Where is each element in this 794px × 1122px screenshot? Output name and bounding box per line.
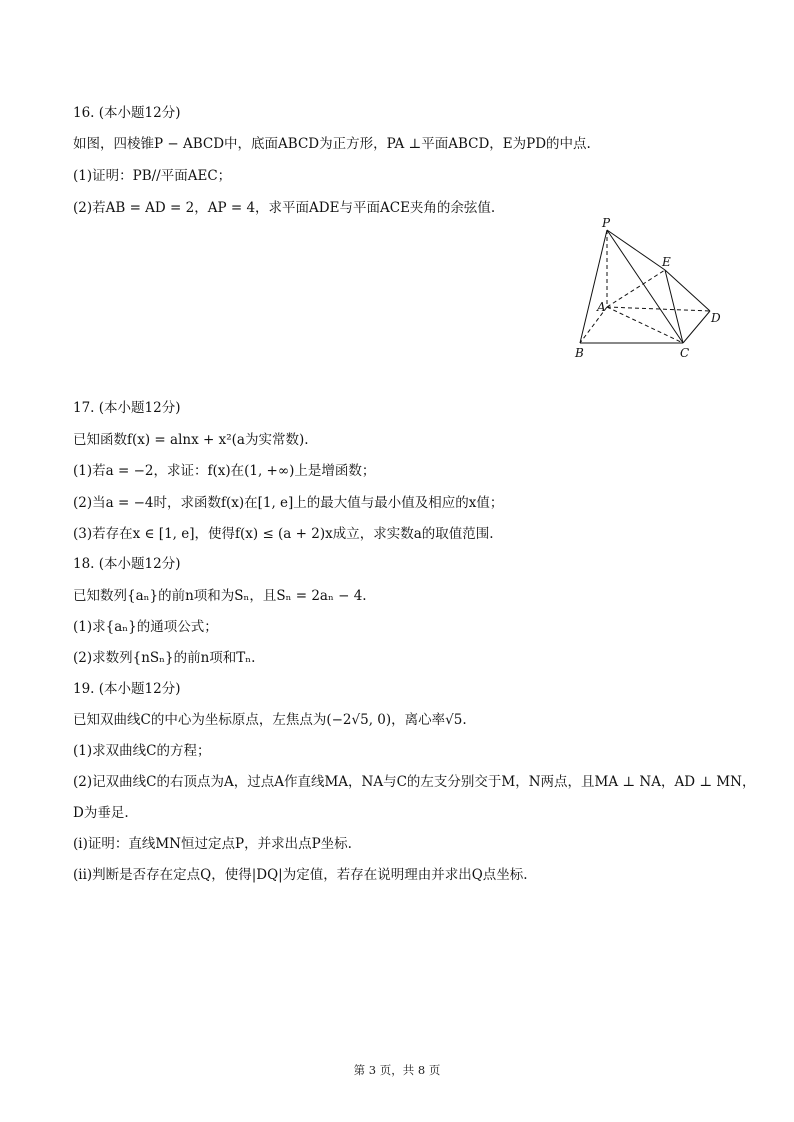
problem-18-part-2: (2)求数列{nSₙ}的前n项和Tₙ. <box>73 650 256 666</box>
problem-19-stem: 已知双曲线C的中心为坐标原点，左焦点为(−2√5, 0)，离心率√5. <box>73 712 467 728</box>
label-p: P <box>602 216 611 230</box>
page-footer: 第 3 页，共 8 页 <box>353 1063 441 1077</box>
problem-16-header: 16. (本小题12分) <box>73 105 181 121</box>
label-e: E <box>662 255 671 269</box>
problem-16-part-1: (1)证明：PB//平面AEC； <box>73 168 232 184</box>
problem-18-stem: 已知数列{aₙ}的前n项和为Sₙ，且Sₙ = 2aₙ − 4. <box>73 588 367 604</box>
problem-19-part-2: (2)记双曲线C的右顶点为A，过点A作直线MA，NA与C的左支分别交于M，N两点，且MA ⊥ NA，AD ⊥ MN， <box>73 774 756 790</box>
problem-19-part-2ii: (ii)判断是否存在定点Q，使得|DQ|为定值，若存在说明理由并求出Q点坐标. <box>73 867 528 883</box>
problem-18-part-1: (1)求{aₙ}的通项公式； <box>73 619 218 635</box>
problem-17-part-2: (2)当a = −4时，求函数f(x)在[1, e]上的最大值与最小值及相应的x值； <box>73 495 504 511</box>
label-b: B <box>575 346 584 360</box>
label-c: C <box>680 346 690 360</box>
problem-16-part-2: (2)若AB = AD = 2，AP = 4，求平面ADE与平面ACE夹角的余弦值. <box>73 200 496 216</box>
problem-17-part-3: (3)若存在x ∈ [1, e]，使得f(x) ≤ (a + 2)x成立，求实数a的取值范围. <box>73 526 494 542</box>
label-d: D <box>711 311 721 325</box>
problem-19-part-2-cont: D为垂足. <box>73 805 129 821</box>
label-a: A <box>597 300 606 314</box>
problem-16-stem: 如图，四棱锥P − ABCD中，底面ABCD为正方形，PA ⊥平面ABCD，E为PD的中点. <box>73 136 591 152</box>
problem-19-part-1: (1)求双曲线C的方程； <box>73 743 211 759</box>
problem-17-header: 17. (本小题12分) <box>73 400 181 416</box>
pyramid-figure <box>565 215 735 365</box>
problem-18-header: 18. (本小题12分) <box>73 556 181 572</box>
problem-17-part-1: (1)若a = −2，求证：f(x)在(1, +∞)上是增函数； <box>73 463 376 479</box>
problem-17-stem: 已知函数f(x) = alnx + x²(a为实常数). <box>73 432 309 448</box>
problem-19-part-2i: (i)证明：直线MN恒过定点P，并求出点P坐标. <box>73 836 352 852</box>
problem-19-header: 19. (本小题12分) <box>73 681 181 697</box>
